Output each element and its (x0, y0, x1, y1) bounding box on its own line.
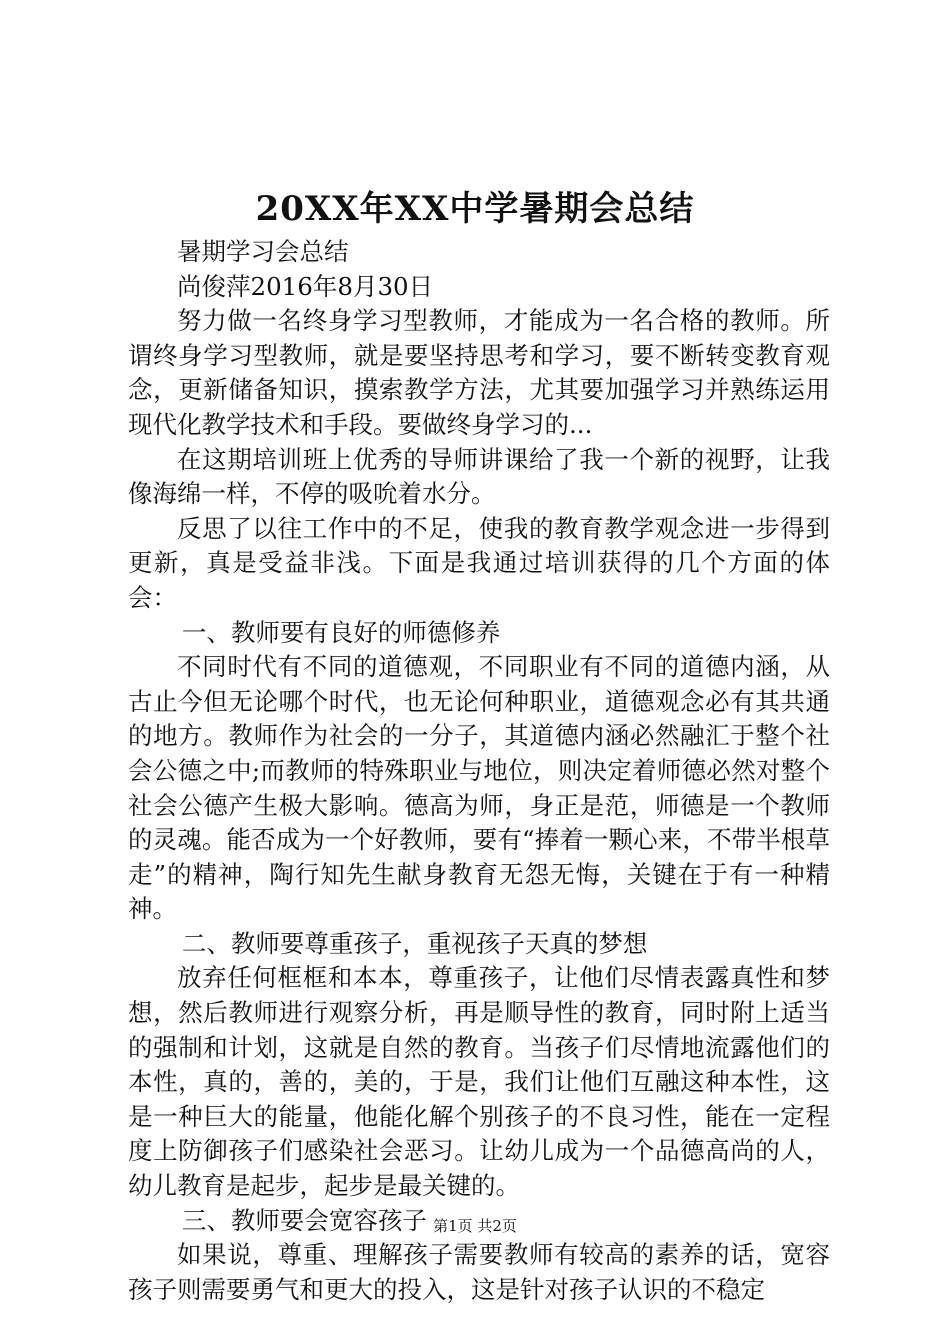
section-heading: 三、教师要会宽容孩子 (181, 1205, 427, 1235)
subtitle: 暑期学习会总结 (177, 237, 349, 266)
section-heading: 二、教师要尊重孩子，重视孩子天真的梦想 (181, 928, 648, 958)
paragraph: 反思了以往工作中的不足，使我的教育教学观念进一步得到更新，真是受益非浅。下面是我通过培训获得的几个方面的体会： (128, 513, 830, 612)
paragraph: 不同时代有不同的道德观，不同职业有不同的道德内涵，从古止今但无论哪个时代，也无论何种职业，道德观念必有其共通的地方。教师作为社会的一分子，其道德内涵必然融汇于整个社会公德之中;而教师的特殊职业与地位，则决定着师德必然对整个社会公德产生极大影响。德高为师，身正是范，师德是一个教师的灵魂。能否成为一个好教师，要有“捧着一颗心来，不带半根草走”的精神，陶行知先生献身教育无怨无悔，关键在于有一种精神。 (128, 652, 830, 924)
author-date: 尚俊萍2016年8月30日 (177, 271, 434, 301)
section-heading: 一、教师要有良好的师德修养 (181, 617, 501, 647)
paragraph: 在这期培训班上优秀的导师讲课给了我一个新的视野，让我像海绵一样，不停的吸吮着水分。 (128, 444, 830, 509)
document-title: 20XX年XX中学暑期会总结 (255, 189, 695, 229)
paragraph: 如果说，尊重、理解孩子需要教师有较高的素养的话，宽容孩子则需要勇气和更大的投入，这是针对孩子认识的不稳定 (128, 1240, 830, 1304)
paragraph: 放弃任何框框和本本，尊重孩子，让他们尽情表露真性和梦想，然后教师进行观察分析，再是顺导性的教育，同时附上适当的强制和计划，这就是自然的教育。当孩子们尽情地流露他们的本性，真的，善的，美的，于是，我们让他们互融这种本性，这是一种巨大的能量，他能化解个别孩子的不良习性，能在一定程度上防御孩子们感染社会恶习。让幼儿成为一个品德高尚的人，幼儿教育是起步，起步是最关键的。 (128, 963, 830, 1201)
document-body (128, 235, 830, 1307)
paragraph: 努力做一名终身学习型教师，才能成为一名合格的教师。所谓终身学习型教师，就是要坚持思考和学习，要不断转变教育观念，更新储备知识，摸索教学方法，尤其要加强学习并熟练运用现代化教学技术和手段。要做终身学习的... (128, 306, 830, 439)
page-footer: 第1页 共2页 (433, 1217, 517, 1235)
